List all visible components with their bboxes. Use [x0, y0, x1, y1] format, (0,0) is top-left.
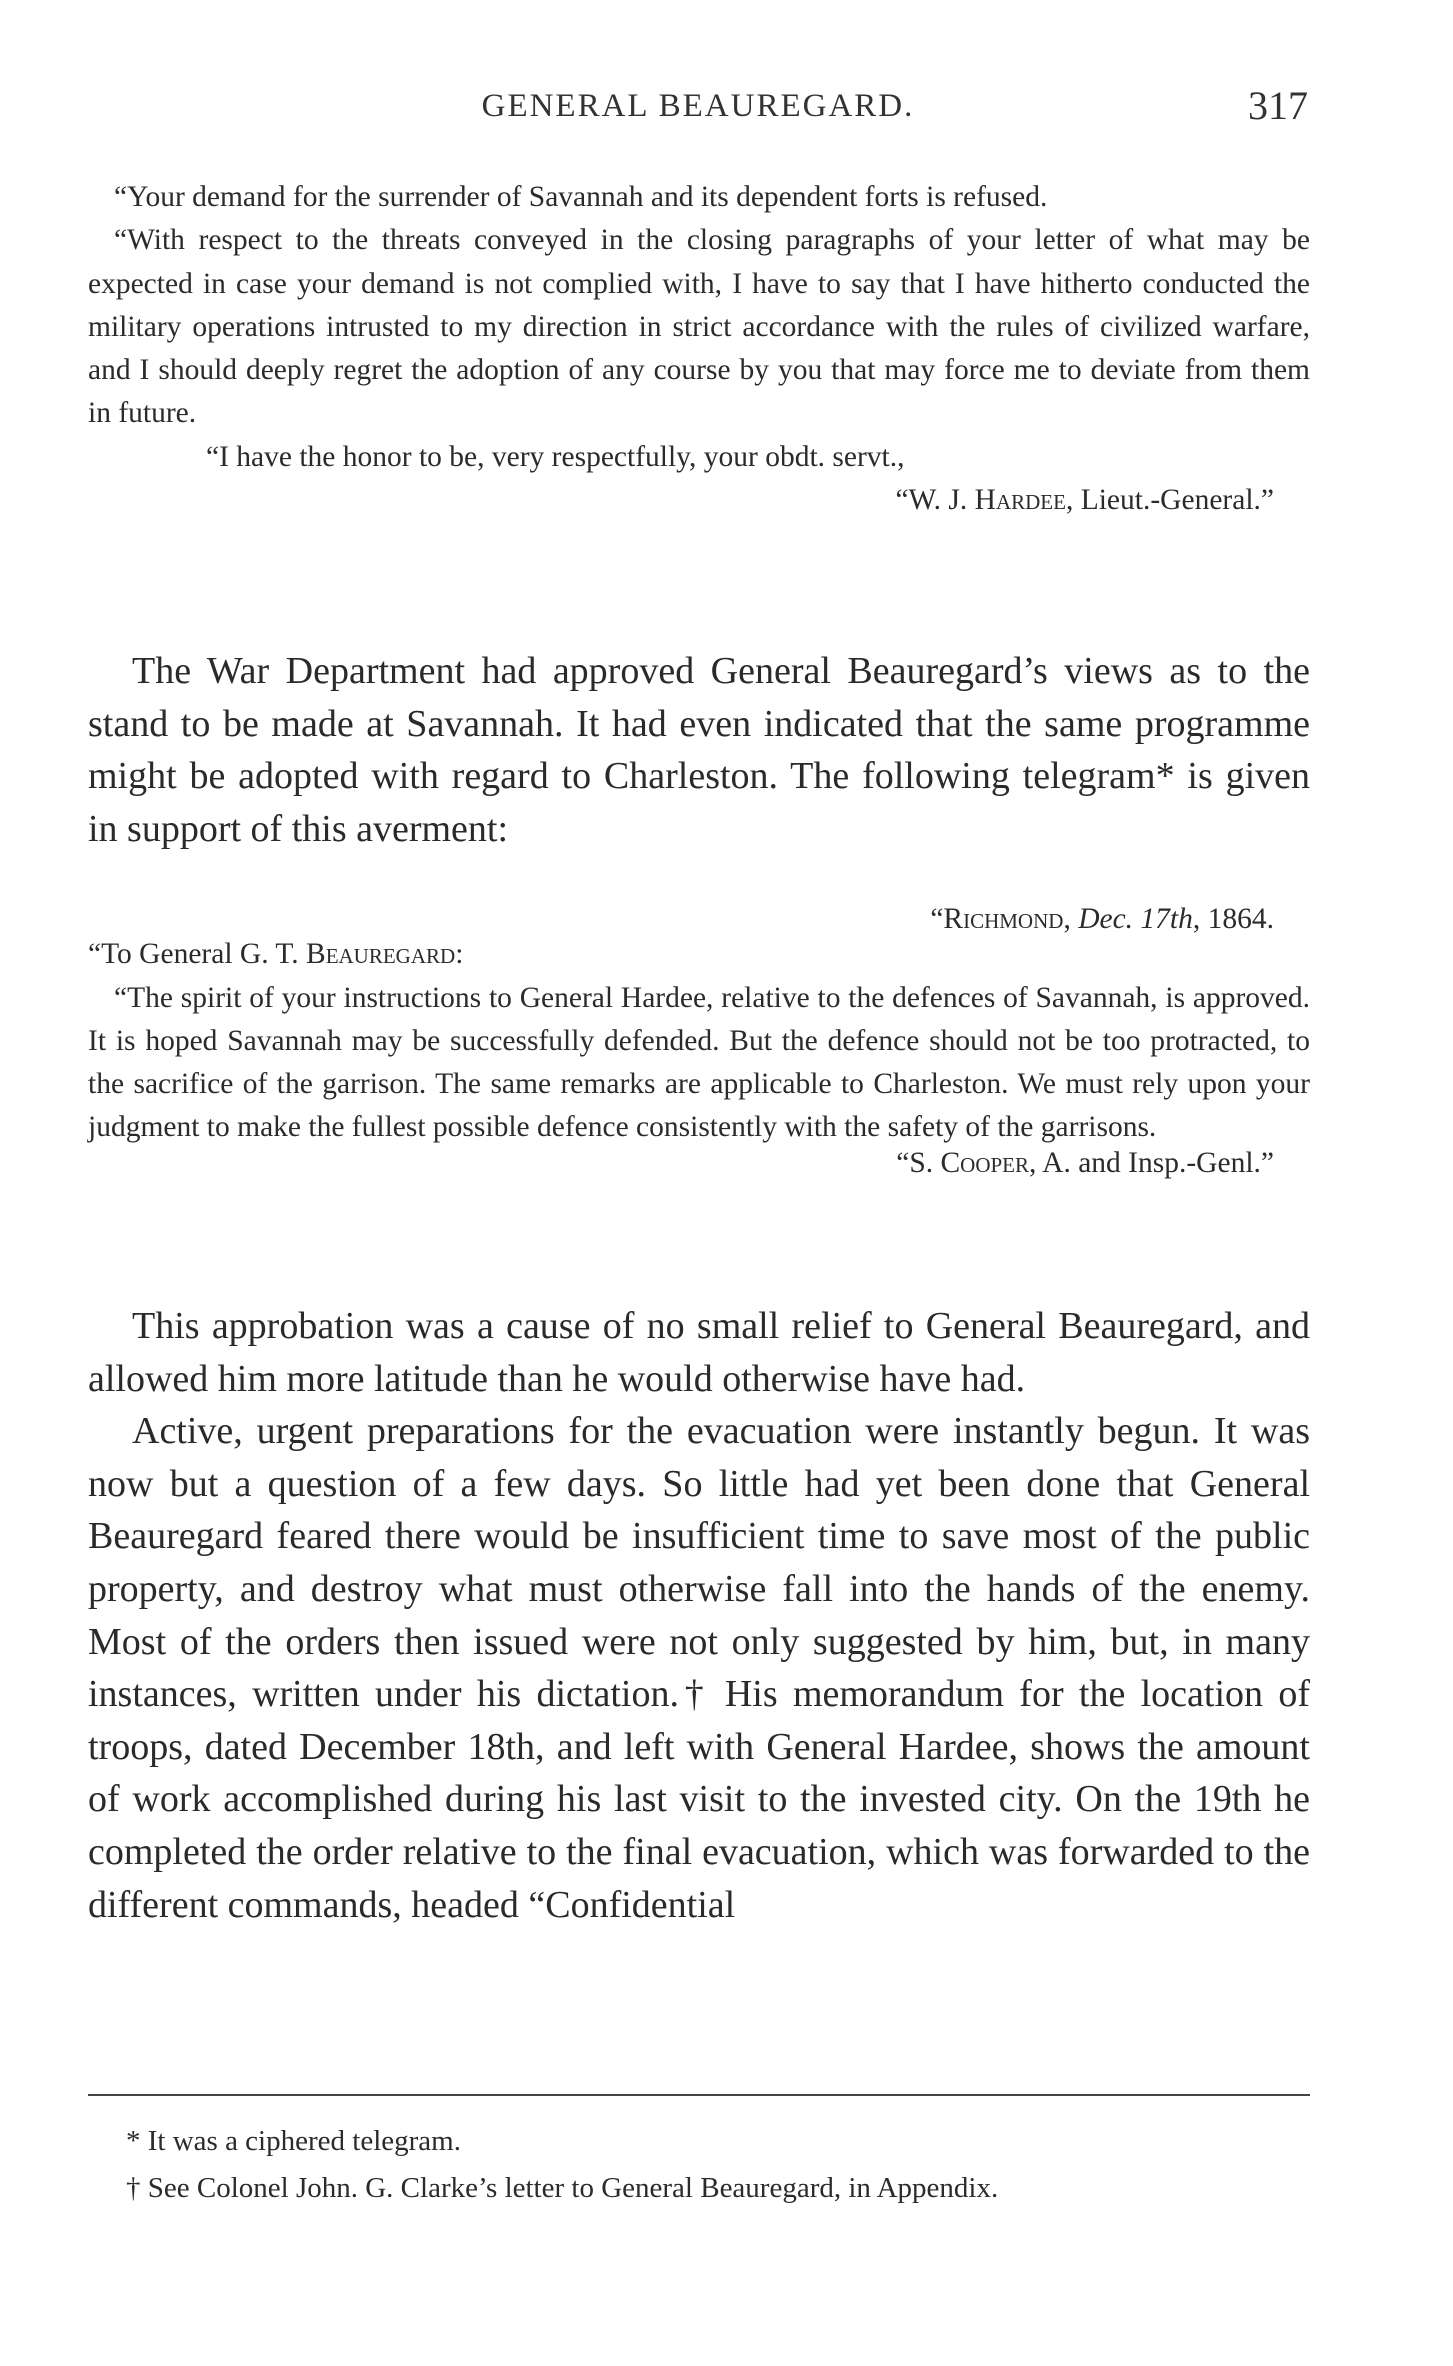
war-department-paragraph	[88, 645, 1310, 855]
footnote-rule	[88, 2094, 1310, 2096]
war-department-text: The War Department had approved General Beauregard’s views as to the stand to be made at Savannah. It had even indicated that the same programme might be adopted with regard to Charleston. The following telegram* is given in support of this averment:	[88, 650, 1310, 850]
letter-closing: “I have the honor to be, very respectfully, your obdt. servt.,	[206, 440, 905, 473]
footnote-2: † See Colonel John. G. Clarke’s letter to General Beauregard, in Appendix.	[126, 2172, 999, 2204]
telegram-dateline: “Richmond, Dec. 17th, 1864.	[930, 903, 1274, 935]
dateline-date: Dec. 17th	[1078, 903, 1193, 935]
signer-rank: , A. and Insp.-Genl.”	[1029, 1146, 1274, 1179]
dateline-quote: “	[930, 903, 944, 935]
main-text	[88, 1300, 1310, 1931]
salutation-quote: “To General G. T.	[88, 938, 307, 971]
signature-name: Hardee	[974, 484, 1066, 517]
salutation-end: :	[455, 938, 464, 971]
letter-signature	[88, 479, 1310, 522]
running-head	[88, 83, 1308, 128]
telegram-body: “The spirit of your instructions to General Hardee, relative to the defences of Savannah, is approved. It is hoped Savannah may be successfully defended. But the defence should not be too protracted, to the sacrifice of the garrison. The same remarks are applicable to Charleston. We must rely upon your judgment to make the fullest possible defence consistently with the safety of the garrisons.	[88, 981, 1310, 1144]
active-paragraph: Active, urgent preparations for the evacuation were instantly begun. It was now but a question of a few days. So little had yet been done that General Beauregard feared there would be insufficient time to save most of the public property, and destroy what must otherwise fall into the hands of the enemy. Most of the orders then issued were not only suggested by him, but, in many instances, written under his dictation.† His memorandum for the location of troops, dated December 18th, and left with General Hardee, shows the amount of work accomplished during his last visit to the invested city. On the 19th he completed the order relative to the final evacuation, which was forwarded to the different commands, headed “Confidential	[88, 1410, 1310, 1926]
approbation-paragraph: This approbation was a cause of no small relief to General Beauregard, and allowed him more latitude than he would otherwise have had.	[88, 1305, 1310, 1400]
hardee-letter	[88, 176, 1310, 522]
letter-paragraph-1: “Your demand for the surrender of Savannah and its dependent forts is refused.	[114, 181, 1048, 213]
signature-rank: , Lieut.-General.”	[1065, 484, 1274, 517]
signer-quote: “S.	[896, 1146, 941, 1179]
dateline-year: , 1864.	[1192, 903, 1274, 935]
salutation-name: Beauregard	[306, 938, 456, 971]
signature-quote: “W. J.	[895, 484, 975, 517]
telegram	[88, 898, 1310, 1185]
letter-paragraph-2: “With respect to the threats conveyed in the closing paragraphs of your letter of what may be expected in case your demand is not complied with, I have to say that I have hitherto conducted the military operations intrusted to my direction in strict accordance with the rules of civilized warfare, and I should deeply regret the adoption of any course by you that may force me to deviate from them in future.	[88, 224, 1310, 430]
footnote-1: * It was a ciphered telegram.	[126, 2125, 461, 2157]
running-title: GENERAL BEAUREGARD.	[481, 88, 915, 124]
dateline-place: Richmond	[943, 903, 1064, 935]
footnotes	[88, 2118, 1310, 2212]
page-number: 317	[1248, 83, 1308, 128]
signer-name: Cooper	[940, 1146, 1030, 1179]
